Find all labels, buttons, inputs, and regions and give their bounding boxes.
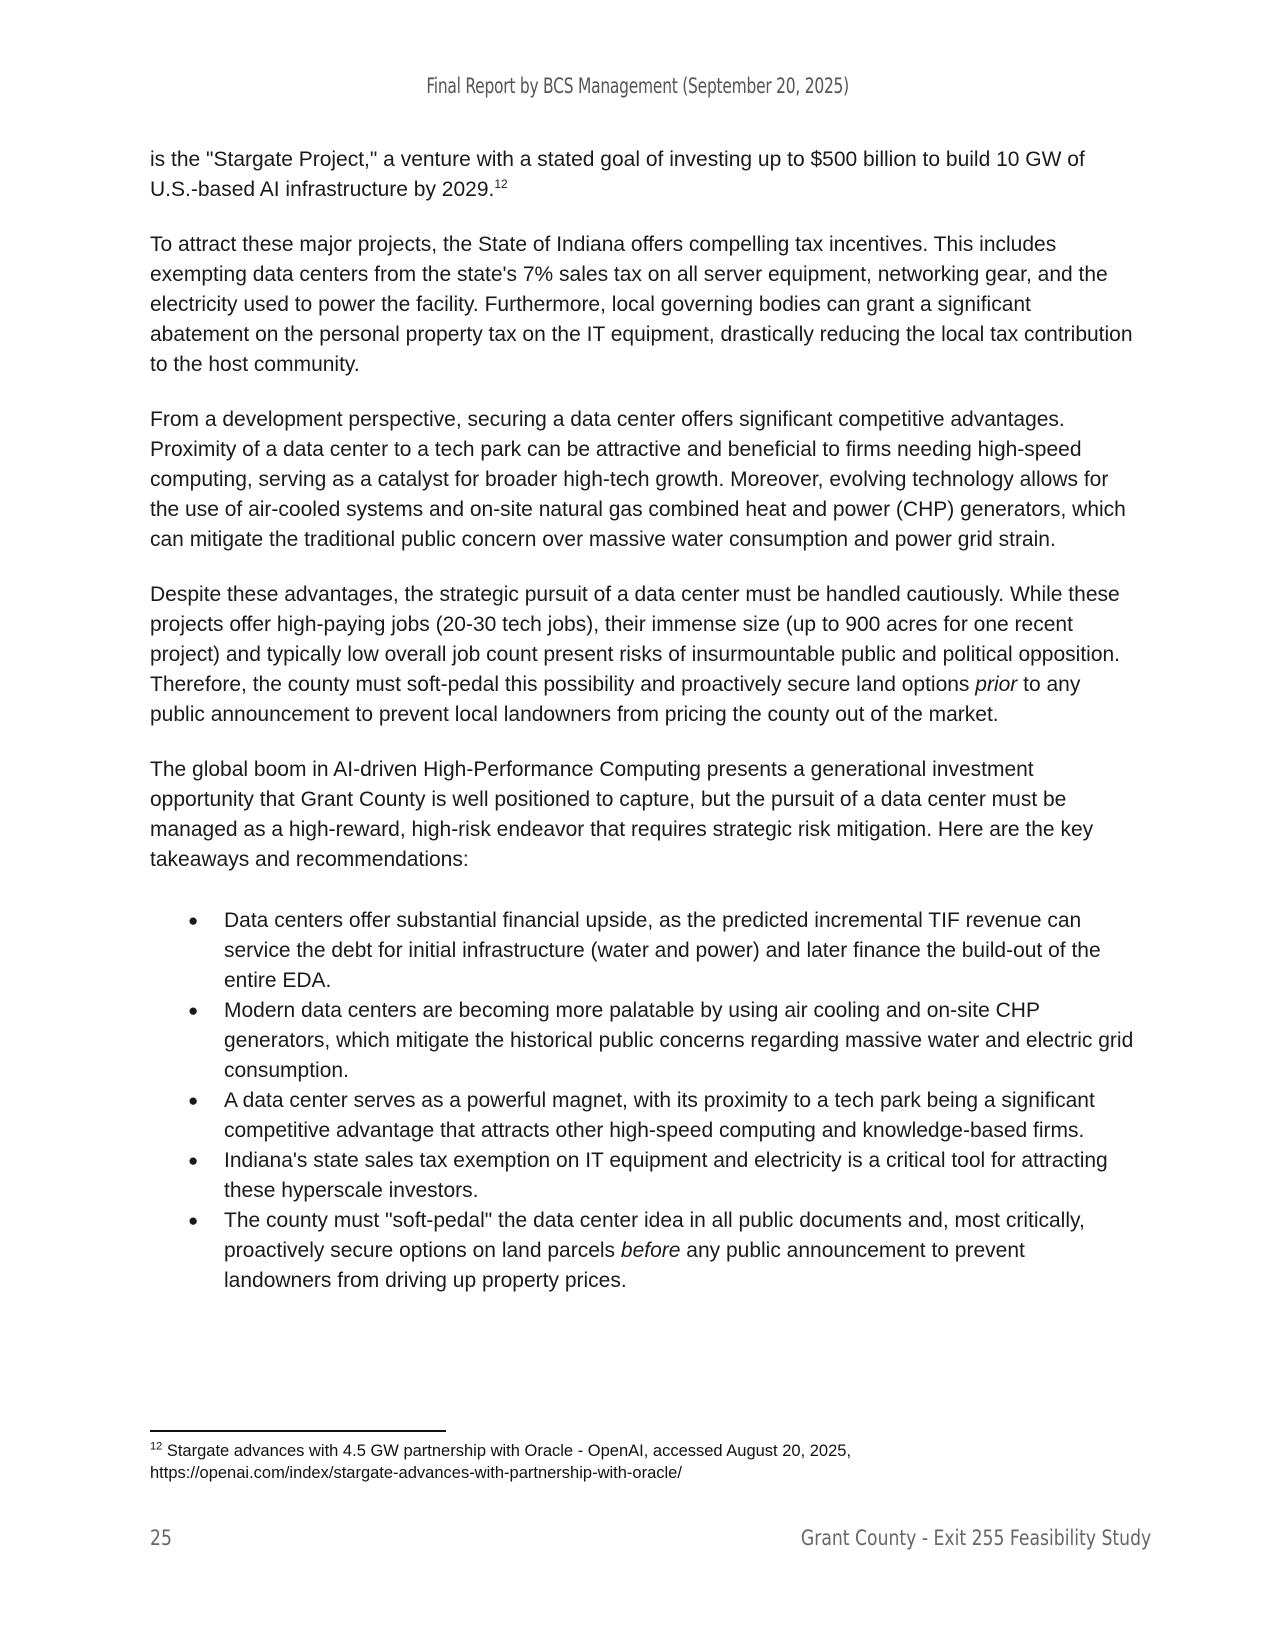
main-content <box>150 145 1135 1296</box>
bullet-icon: ● <box>188 1211 199 1230</box>
bullet-icon: ● <box>188 1151 199 1170</box>
paragraph-caution: Despite these advantages, the strategic pursuit of a data center must be handled cautiously. While these projects offer high-paying jobs (20-30 tech jobs), their immense size (up to 900 acres for one recent project) and typically low overall job count present risks of insurmountable public and political opposition. Therefore, the county must soft-pedal this possibility and proactively secure land options prior to any public announcement to prevent local landowners from pricing the county out of the market. <box>150 583 1121 726</box>
list-item: ● Data centers offer substantial financial upside, as the predicted incremental TIF revenue can service the debt for initial infrastructure (water and power) and later finance the build-out of the entire EDA. <box>150 906 1135 996</box>
page-number: 25 <box>150 1526 172 1550</box>
bullet-icon: ● <box>188 1091 199 1110</box>
paragraph-development-perspective: From a development perspective, securing a data center offers significant competitive advantages. Proximity of a data center to a tech park can be attractive and beneficial to firms needing high-speed computing, serving as a catalyst for broader high-tech growth. Moreover, evolving technology allows for the use of air-cooled systems and on-site natural gas combined heat and power (CHP) generators, which can mitigate the traditional public concern over massive water consumption and power grid strain. <box>150 408 1126 551</box>
paragraph-tax-incentives: To attract these major projects, the State of Indiana offers compelling tax incentives. This includes exempting data centers from the state's 7% sales tax on all server equipment, networking gear, and the electricity used to power the facility. Furthermore, local governing bodies can grant a significant abatement on the personal property tax on the IT equipment, drastically reducing the local tax contribution to the host community. <box>150 233 1133 376</box>
list-item: ● Modern data centers are becoming more palatable by using air cooling and on-site CHP generators, which mitigate the historical public concerns regarding massive water and electric grid consumption. <box>150 996 1135 1086</box>
footnote-number: 12 <box>150 1440 163 1453</box>
header-title: Final Report by BCS Management (September 20, 2025) <box>426 74 849 98</box>
footnote-text: Stargate advances with 4.5 GW partnership with Oracle - OpenAI, accessed August 20, 2025, <box>162 1442 852 1460</box>
bullet-icon: ● <box>188 911 199 930</box>
list-item: ● Indiana's state sales tax exemption on IT equipment and electricity is a critical tool for attracting these hyperscale investors. <box>150 1146 1135 1206</box>
running-header <box>0 74 1275 98</box>
takeaways-list <box>150 906 1135 1296</box>
list-item: ● A data center serves as a powerful magnet, with its proximity to a tech park being a significant competitive advantage that attracts other high-speed computing and knowledge-based firms. <box>150 1086 1135 1146</box>
paragraph-global-boom: The global boom in AI-driven High-Performance Computing presents a generational investment opportunity that Grant County is well positioned to capture, but the pursuit of a data center must be managed as a high-reward, high-risk endeavor that requires strategic risk mitigation. Here are the key takeaways and recommendations: <box>150 758 1094 871</box>
footnote <box>150 1440 1150 1484</box>
list-item: ● The county must "soft-pedal" the data center idea in all public documents and, most critically, proactively secure options on land parcels before any public announcement to prevent landowners from driving up property prices. <box>150 1206 1135 1296</box>
bullet-icon: ● <box>188 1001 199 1020</box>
footnote-reference[interactable]: 12 <box>494 177 508 191</box>
paragraph-stargate: is the "Stargate Project," a venture with a stated goal of investing up to $500 billion to build 10 GW of U.S.-based AI infrastructure by 2029.12 <box>150 148 1085 201</box>
footnote-url-link[interactable]: https://openai.com/index/stargate-advances-with-partnership-with-oracle/ <box>150 1464 682 1482</box>
footer-document-title: Grant County - Exit 255 Feasibility Study <box>800 1526 1151 1550</box>
footnote-divider <box>150 1430 446 1432</box>
